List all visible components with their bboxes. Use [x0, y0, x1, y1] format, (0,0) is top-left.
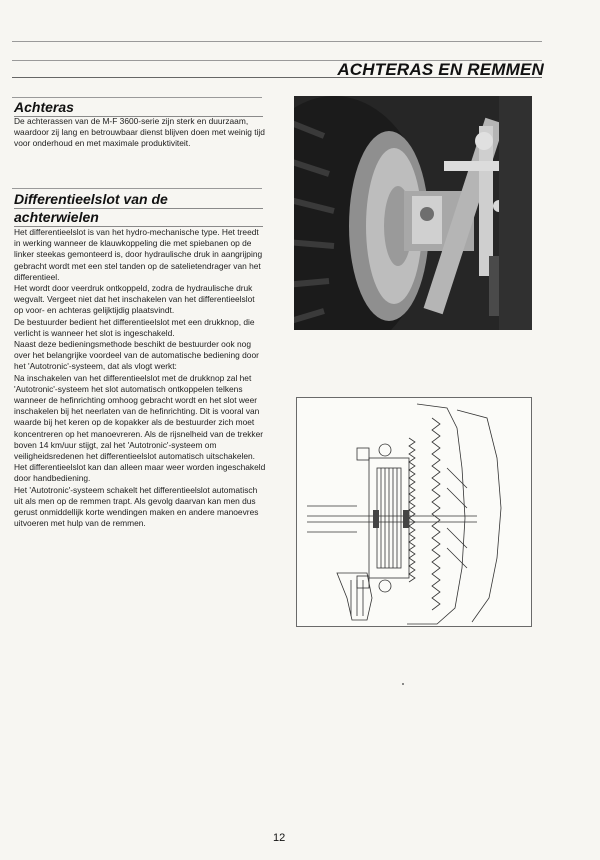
- print-speck: [402, 683, 404, 685]
- paragraph: De bestuurder bedient het differentieelslot met een drukknop, die verlicht is wanneer het slot is ingeschakeld.: [14, 316, 255, 338]
- heading-text: Achteras: [14, 99, 263, 117]
- top-rule-1: [12, 41, 542, 42]
- section-rule-differentieelslot: [12, 188, 262, 189]
- differential-lock-diagram: [296, 397, 532, 627]
- section-heading-differentieelslot: [14, 191, 263, 227]
- paragraph: Het differentieelslot is van het hydro-mechanische type. Het treedt in werking wanneer de klauwkoppeling die met spiebanen op de linker steekas gemonteerd is, door hydraulische druk in aangrijping gebracht wordt met een stel tanden op de satelietendrager van het differentieel.: [14, 227, 263, 282]
- paragraph: Het 'Autotronic'-systeem schakelt het differentieelslot automatisch uit als men op de remmen trapt. Als gevolg daarvan kan men dus gerust onmiddellijk korte wendingen maken en andere manoevres uitvoeren met hulp van de remmen.: [14, 484, 259, 529]
- paragraph: De achterassen van de M-F 3600-serie zijn sterk en duurzaam, waardoor zij lang en betrouwbaar dienst blijven doen met weinig tijd voor onderhoud en met maximale produktiviteit.: [14, 116, 265, 149]
- page-number: 12: [273, 832, 286, 844]
- rear-axle-photo: [294, 96, 532, 330]
- paragraph: Naast deze bedieningsmethode beschikt de bestuurder ook nog over het belangrijke voordeel van de automatische bediening door het 'Autotronic'-systeem, dat als vlogt werkt:: [14, 339, 259, 372]
- heading-line-2: achterwielen: [14, 209, 263, 227]
- paragraph: Na inschakelen van het differentieelslot met de drukknop zal het 'Autotronic'-systeem het slot automatisch ontkoppelen telkens wanneer de hefinrichting omhoog gebracht wordt en het slot weer inschakelen bij het neerlaten van de hefinrichting. Dit is vooral van waarde bij het keren op de kopakker als de bestuurder zich moet koncentreren op het manoevreren. Als de rijsnelheid van de trekker boven 14 km/uur stijgt, zal het 'Autotronic'-systeem om veiligheidsredenen het differentieelslot automatisch uitschakelen. Het differentieelslot kan dan alleen maar weer worden ingeschakeld door handbediening.: [14, 372, 266, 484]
- section-body-differentieelslot: [14, 227, 266, 529]
- section-rule-achteras: [12, 97, 262, 98]
- section-body-achteras: [14, 116, 266, 150]
- paragraph: Het wordt door veerdruk ontkoppeld, zodra de hydraulische druk wegvalt. Vergeet niet dat het inschakelen van het differentieelslot op voor- en achteras gelijktijdig plaatsvindt.: [14, 283, 255, 316]
- page-title: ACHTERAS EN REMMEN: [337, 60, 544, 79]
- section-heading-achteras: [14, 99, 263, 117]
- heading-line-1: Differentieelslot van de: [14, 191, 263, 209]
